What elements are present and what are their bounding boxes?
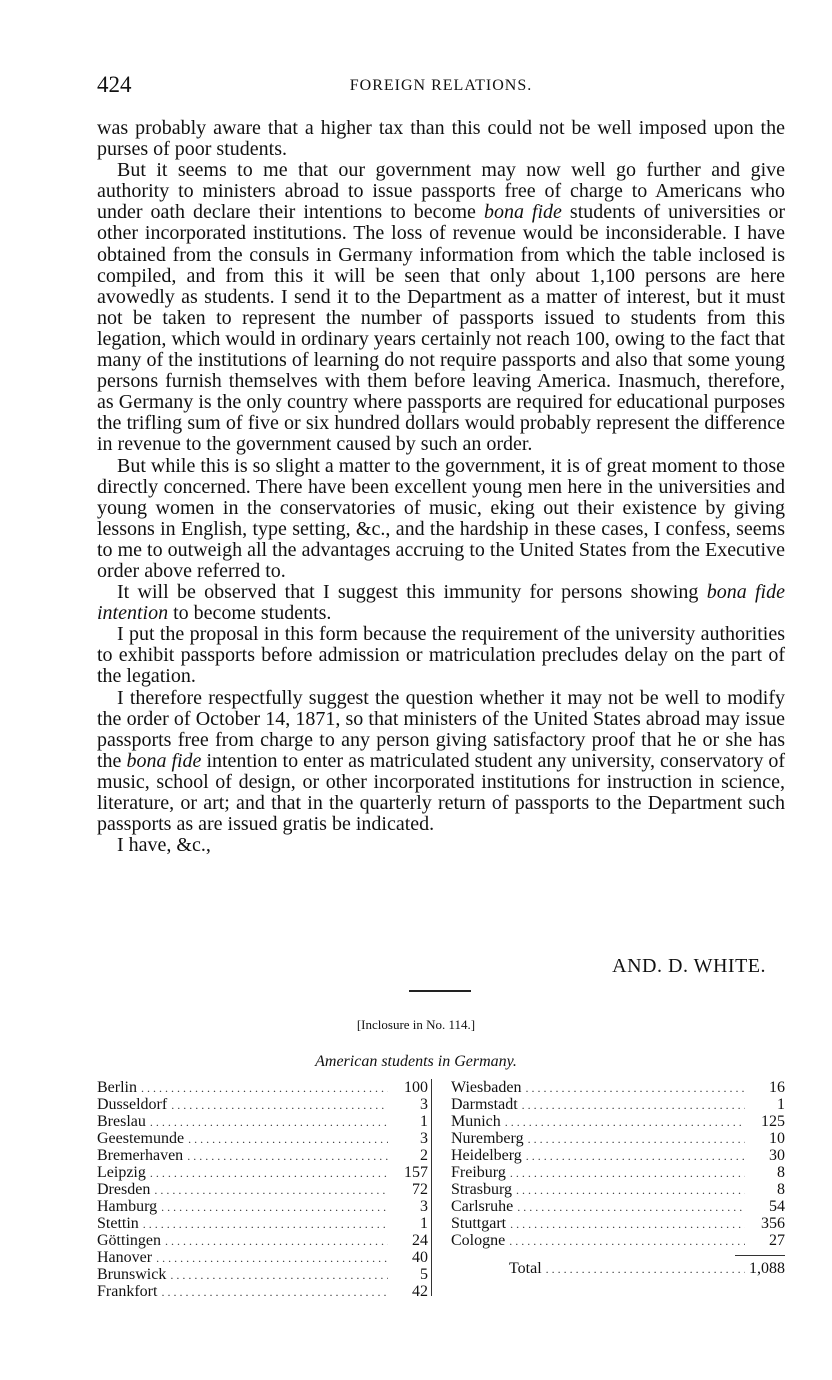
- city-name: Wiesbaden: [451, 1079, 522, 1096]
- table-row: [451, 1147, 785, 1164]
- leader-dots: [165, 1233, 388, 1250]
- student-count: 27: [769, 1232, 785, 1249]
- enclosure-caption: [Inclosure in No. 114.]: [356, 1017, 476, 1032]
- student-count: 16: [769, 1079, 785, 1096]
- city-name: Munich: [451, 1113, 501, 1130]
- city-name: Darmstadt: [451, 1096, 518, 1113]
- table-row: [451, 1181, 785, 1198]
- table-row: [451, 1215, 785, 1232]
- closing-line: I have, &c.,: [117, 834, 211, 857]
- total-rule: [735, 1255, 785, 1256]
- leader-dots: [154, 1182, 388, 1199]
- student-count: 2: [420, 1147, 428, 1164]
- student-count: 30: [769, 1147, 785, 1164]
- table-row: [97, 1181, 431, 1198]
- student-count: 8: [777, 1164, 785, 1181]
- leader-dots: [528, 1131, 745, 1148]
- city-name: Heidelberg: [451, 1147, 522, 1164]
- page-number: 424: [97, 72, 132, 97]
- table-row: [451, 1130, 785, 1147]
- paragraph-5: I put the proposal in this form because the requirement of the university authorities to exhibit passports before admission or matriculation precludes delay on the part of the legation.: [97, 623, 785, 688]
- student-count: 1: [777, 1096, 785, 1113]
- leader-dots: [171, 1097, 388, 1114]
- students-table-right-column: [451, 1079, 785, 1277]
- leader-dots: [161, 1199, 388, 1216]
- city-name: Göttingen: [97, 1232, 161, 1249]
- city-name: Hanover: [97, 1249, 153, 1266]
- student-count: 125: [761, 1113, 785, 1130]
- leader-dots: [509, 1233, 745, 1250]
- leader-dots: [170, 1267, 388, 1284]
- student-count: 3: [420, 1198, 428, 1215]
- student-count: 54: [769, 1198, 785, 1215]
- table-row: [97, 1113, 431, 1130]
- city-name: Bremerhaven: [97, 1147, 184, 1164]
- total-label: Total: [509, 1260, 542, 1277]
- leader-dots: [143, 1216, 388, 1233]
- table-row: [97, 1198, 431, 1215]
- table-row: [451, 1164, 785, 1181]
- city-name: Nuremberg: [451, 1130, 524, 1147]
- leader-dots: [510, 1216, 745, 1233]
- city-name: Hamburg: [97, 1198, 158, 1215]
- paragraph-4: It will be observed that I suggest this immunity for persons showing bona fide intention to become students.: [97, 581, 785, 625]
- student-count: 1: [420, 1113, 428, 1130]
- city-name: Freiburg: [451, 1164, 506, 1181]
- table-row: [97, 1130, 431, 1147]
- student-count: 72: [412, 1181, 428, 1198]
- student-count: 3: [420, 1130, 428, 1147]
- table-row: [97, 1147, 431, 1164]
- table-row: [97, 1164, 431, 1181]
- city-name: Cologne: [451, 1232, 506, 1249]
- table-title: American students in Germany.: [315, 1053, 517, 1070]
- leader-dots: [188, 1131, 388, 1148]
- leader-dots: [526, 1148, 745, 1165]
- city-name: Leipzig: [97, 1164, 146, 1181]
- paragraph-6: I therefore respectfully suggest the question whether it may not be well to modify the order of October 14, 1871, so that ministers of the United States abroad may issue passports free from charge to any person giving satisfactory proof that he or she has the bona fide intention to enter as matriculated student any university, conservatory of music, school of design, or other incorporated institutions for instruction in science, literature, or art; and that in the quarterly return of passports to the Department such passports as are issued gratis be indicated.: [97, 686, 785, 836]
- student-count: 42: [412, 1283, 428, 1300]
- table-row: [451, 1232, 785, 1249]
- leader-dots: [161, 1284, 388, 1301]
- city-name: Carlsruhe: [451, 1198, 514, 1215]
- student-count: 40: [412, 1249, 428, 1266]
- student-count: 3: [420, 1096, 428, 1113]
- leader-dots: [156, 1250, 388, 1267]
- city-name: Berlin: [97, 1079, 137, 1096]
- page-header: [97, 72, 785, 102]
- city-name: Dusseldorf: [97, 1096, 168, 1113]
- paragraph-1: was probably aware that a higher tax than this could not be well imposed upon the purses of poor students.: [97, 117, 785, 161]
- leader-dots: [187, 1148, 388, 1165]
- table-row: [451, 1113, 785, 1130]
- table-row: [97, 1249, 431, 1266]
- total-row: [451, 1260, 785, 1277]
- table-row: [97, 1266, 431, 1283]
- paragraph-2: But it seems to me that our government may now well go further and give authority to ministers abroad to issue passports free of charge to Americans who under oath declare their intentions to become bona fide students of universities or other incorporated institutions. The loss of revenue would be inconsiderable. I have obtained from the consuls in Germany information from which the table inclosed is compiled, and from this it will be seen that only about 1,100 persons are here avowedly as students. I send it to the Department as a matter of interest, but it must not be taken to represent the number of passports issued to students from this legation, which would in ordinary years certainly not reach 100, owing to the fact that many of the institutions of learning do not require passports and also that some young persons furnish themselves with them before leaving America. Inasmuch, therefore, as Germany is the only country where passports are required for educational purposes the trifling sum of five or six hundred dollars would probably represent the difference in revenue to the government caused by such an order.: [97, 159, 785, 456]
- city-name: Strasburg: [451, 1181, 513, 1198]
- student-count: 24: [412, 1232, 428, 1249]
- leader-dots: [150, 1165, 388, 1182]
- student-count: 356: [761, 1215, 785, 1232]
- student-count: 157: [404, 1164, 428, 1181]
- city-name: Dresden: [97, 1181, 151, 1198]
- total-value: 1,088: [749, 1260, 785, 1277]
- leader-dots: [141, 1080, 388, 1097]
- table-row: [97, 1079, 431, 1096]
- paragraph-3: But while this is so slight a matter to the government, it is of great moment to those directly concerned. There have been excellent young men here in the universities and young women in the conservatories of music, eking out their existence by giving lessons in English, type setting, &c., and the hardship in these cases, I confess, seems to me to outweigh all the advantages accruing to the United States from the Executive order above referred to.: [97, 454, 785, 582]
- signature: AND. D. WHITE.: [612, 955, 766, 977]
- table-row: [97, 1215, 431, 1232]
- city-name: Frankfort: [97, 1283, 158, 1300]
- leader-dots: [522, 1097, 745, 1114]
- student-count: 5: [420, 1266, 428, 1283]
- table-row: [451, 1096, 785, 1113]
- leader-dots: [525, 1080, 745, 1097]
- running-title: FOREIGN RELATIONS.: [349, 77, 533, 94]
- table-row: [451, 1079, 785, 1096]
- city-name: Breslau: [97, 1113, 146, 1130]
- leader-dots: [517, 1199, 745, 1216]
- students-table-left-column: [97, 1079, 432, 1300]
- student-count: 10: [769, 1130, 785, 1147]
- section-divider: [409, 990, 471, 992]
- leader-dots: [516, 1182, 745, 1199]
- city-name: Stuttgart: [451, 1215, 507, 1232]
- student-count: 8: [777, 1181, 785, 1198]
- leader-dots: [505, 1114, 745, 1131]
- city-name: Brunswick: [97, 1266, 167, 1283]
- student-count: 1: [420, 1215, 428, 1232]
- city-name: Geestemunde: [97, 1130, 185, 1147]
- table-row: [97, 1232, 431, 1249]
- student-count: 100: [404, 1079, 428, 1096]
- leader-dots: [510, 1165, 745, 1182]
- table-row: [97, 1283, 431, 1300]
- leader-dots: [546, 1261, 745, 1278]
- table-row: [451, 1198, 785, 1215]
- leader-dots: [150, 1114, 388, 1131]
- letter-body: [97, 118, 785, 856]
- city-name: Stettin: [97, 1215, 139, 1232]
- table-row: [97, 1096, 431, 1113]
